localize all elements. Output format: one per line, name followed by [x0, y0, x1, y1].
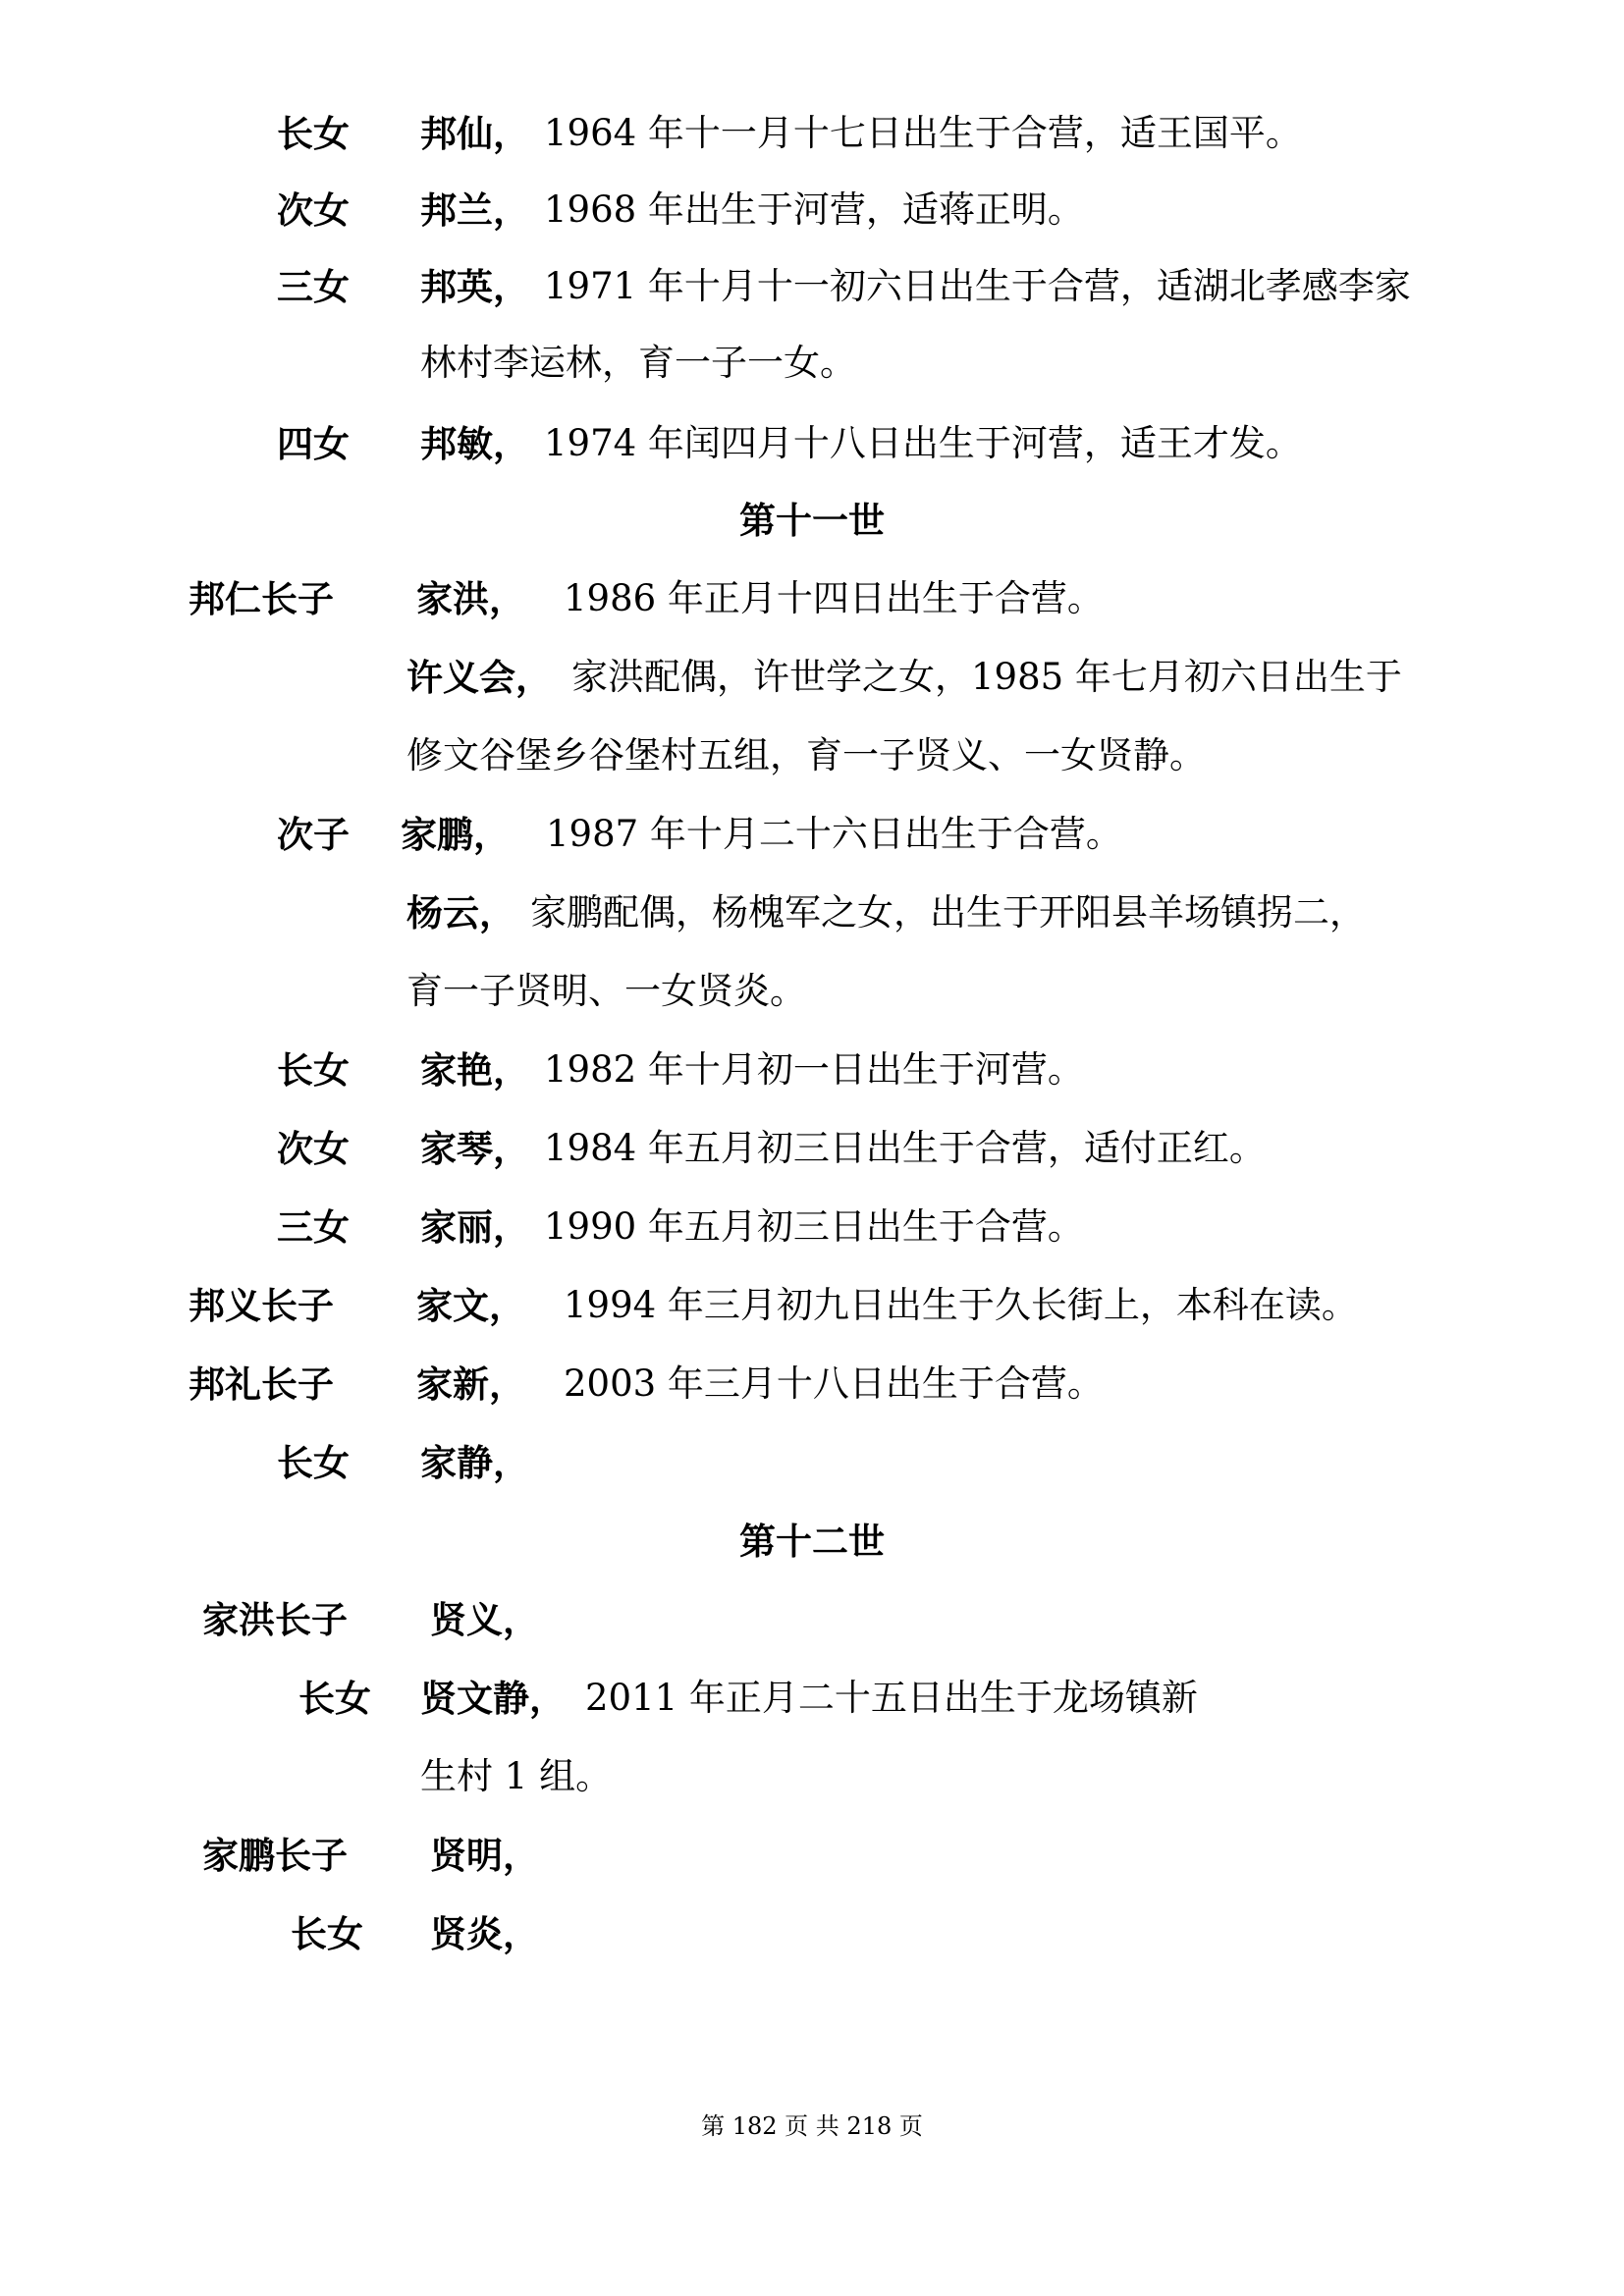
entry-name: 家静，: [420, 1441, 529, 1484]
spouse-text: 家鹏配偶，杨槐军之女，出生于开阳县羊场镇拐二，: [530, 891, 1366, 934]
entry-text: 1964 年十一月十七日出生于合营，适王国平。: [544, 112, 1302, 154]
entry-parent: 邦义长子: [189, 1284, 334, 1327]
entry-role: 长女: [277, 1048, 350, 1092]
entry-text: 1968 年出生于河营，适蒋正明。: [544, 188, 1084, 231]
entry-parent: 家洪长子: [202, 1598, 348, 1641]
page-footer: 第 182 页 共 218 页: [701, 2112, 923, 2140]
entry-name: 家琴，: [420, 1127, 529, 1170]
entry-name: 家新，: [416, 1362, 525, 1406]
entry-name: 家鹏，: [401, 813, 510, 856]
entry-text: 2011 年正月二十五日出生于龙场镇新: [585, 1677, 1198, 1719]
entry-name: 家洪，: [416, 577, 525, 620]
entry-text: 1974 年闰四月十八日出生于河营，适王才发。: [544, 422, 1302, 464]
entry-role: 长女: [277, 112, 350, 155]
entry-role: 长女: [291, 1912, 363, 1955]
entry-parent: 邦仁长子: [189, 577, 334, 620]
entry-name: 贤明，: [430, 1834, 539, 1877]
entry-role: 次女: [277, 1127, 350, 1170]
entry-role: 三女: [277, 1205, 350, 1249]
spouse-text-cont: 育一子贤明、一女贤炎。: [406, 970, 806, 1012]
entry-text: 1982 年十月初一日出生于河营。: [544, 1048, 1084, 1091]
entry-text-cont: 林村李运林，育一子一女。: [420, 342, 856, 384]
entry-name: 贤炎，: [430, 1912, 539, 1955]
entry-name: 家丽，: [420, 1205, 529, 1249]
entry-name: 家艳，: [420, 1048, 529, 1092]
spouse-text-cont: 修文谷堡乡谷堡村五组，育一子贤义、一女贤静。: [406, 734, 1206, 776]
entry-role: 三女: [277, 265, 350, 308]
entry-role: 四女: [277, 422, 350, 465]
entry-name: 邦英，: [420, 265, 529, 308]
entry-name: 贤义，: [430, 1598, 539, 1641]
entry-text: 1990 年五月初三日出生于合营。: [544, 1205, 1084, 1248]
entry-parent: 家鹏长子: [202, 1834, 348, 1877]
spouse-text: 家洪配偶，许世学之女，1985 年七月初六日出生于: [571, 656, 1402, 698]
entry-name: 贤文静，: [420, 1677, 566, 1720]
entry-text: 1987 年十月二十六日出生于合营。: [546, 813, 1122, 855]
entry-text: 1986 年正月十四日出生于合营。: [564, 577, 1104, 619]
gen11-heading: 第十一世: [739, 499, 885, 542]
entry-role: 次子: [277, 813, 350, 856]
gen12-heading: 第十二世: [739, 1520, 885, 1563]
entry-text: 2003 年三月十八日出生于合营。: [564, 1362, 1104, 1405]
entry-role: 长女: [298, 1677, 371, 1720]
entry-text-cont: 生村 1 组。: [420, 1755, 613, 1797]
entry-text: 1994 年三月初九日出生于久长街上，本科在读。: [564, 1284, 1358, 1326]
entry-name: 邦兰，: [420, 188, 529, 232]
entry-parent: 邦礼长子: [189, 1362, 334, 1406]
entry-text: 1971 年十月十一初六日出生于合营，适湖北孝感李家: [544, 265, 1411, 307]
entry-name: 家文，: [416, 1284, 525, 1327]
entry-name: 邦仙，: [420, 112, 529, 155]
spouse-name: 杨云，: [406, 891, 515, 934]
entry-role: 次女: [277, 188, 350, 232]
entry-role: 长女: [277, 1441, 350, 1484]
entry-text: 1984 年五月初三日出生于合营，适付正红。: [544, 1127, 1266, 1169]
spouse-name: 许义会，: [406, 656, 552, 699]
entry-name: 邦敏，: [420, 422, 529, 465]
